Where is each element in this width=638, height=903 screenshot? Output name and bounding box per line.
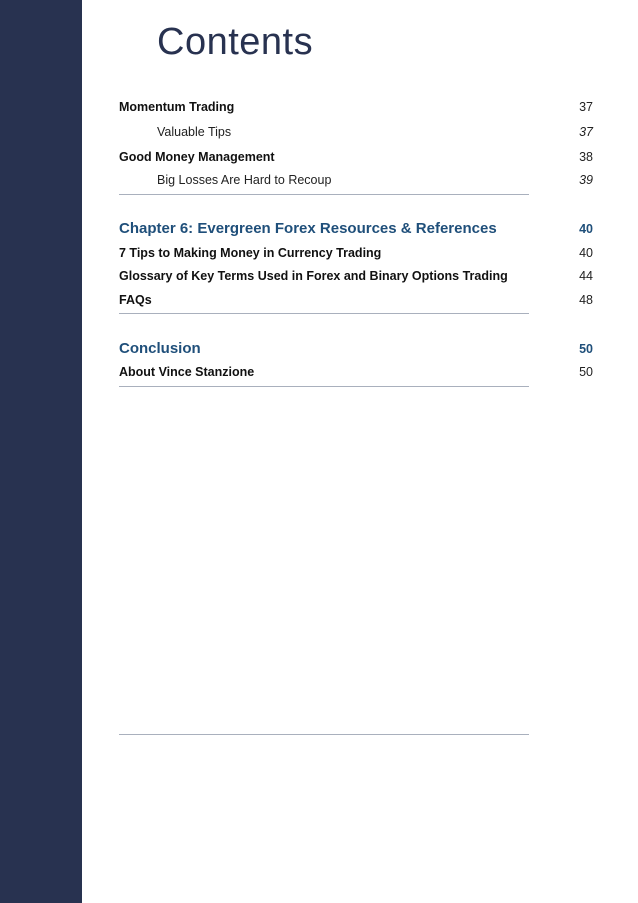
toc-entry-big-losses[interactable]	[119, 170, 593, 190]
toc-entry-label: Valuable Tips	[157, 125, 232, 139]
toc-entry-page-number: 48	[579, 293, 593, 307]
toc-entry-label: Good Money Management	[119, 150, 275, 164]
toc-entry-momentum-trading[interactable]	[119, 97, 593, 117]
toc-entry-label: Glossary of Key Terms Used in Forex and Binary Options Trading	[119, 269, 508, 283]
section-divider	[119, 194, 529, 195]
toc-entry-label: About Vince Stanzione	[119, 365, 255, 379]
toc-entry-faqs[interactable]	[119, 290, 593, 310]
toc-entry-page-number: 50	[579, 365, 593, 379]
page-title: Contents	[157, 21, 314, 63]
toc-entry-glossary[interactable]	[119, 266, 593, 286]
toc-entry-page-number: 38	[579, 150, 593, 164]
toc-chapter-label: Chapter 6: Evergreen Forex Resources & References	[119, 220, 497, 237]
toc-conclusion[interactable]	[119, 339, 593, 359]
toc-chapter-6[interactable]	[119, 219, 593, 239]
toc-entry-page-number: 40	[579, 246, 593, 260]
toc-entry-label: FAQs	[119, 293, 152, 307]
toc-entry-valuable-tips[interactable]	[119, 122, 593, 142]
toc-entry-label: 7 Tips to Making Money in Currency Trading	[119, 246, 382, 260]
sidebar-band	[0, 0, 82, 903]
toc-entry-page-number: 37	[579, 100, 593, 114]
section-divider	[119, 313, 529, 314]
toc-entry-label: Momentum Trading	[119, 100, 235, 114]
toc-entry-good-money-management[interactable]	[119, 147, 593, 167]
toc-chapter-label: Conclusion	[119, 340, 201, 357]
toc-entry-page-number: 50	[579, 342, 593, 356]
toc-entry-about-vince[interactable]	[119, 362, 593, 382]
toc-entry-7-tips[interactable]	[119, 243, 593, 263]
toc-entry-page-number: 40	[579, 222, 593, 236]
section-divider	[119, 386, 529, 387]
toc-entry-label: Big Losses Are Hard to Recoup	[157, 173, 332, 187]
toc-entry-page-number: 39	[579, 173, 593, 187]
toc-entry-page-number: 44	[579, 269, 593, 283]
toc-entry-page-number: 37	[579, 125, 593, 139]
footer-divider	[119, 734, 529, 735]
